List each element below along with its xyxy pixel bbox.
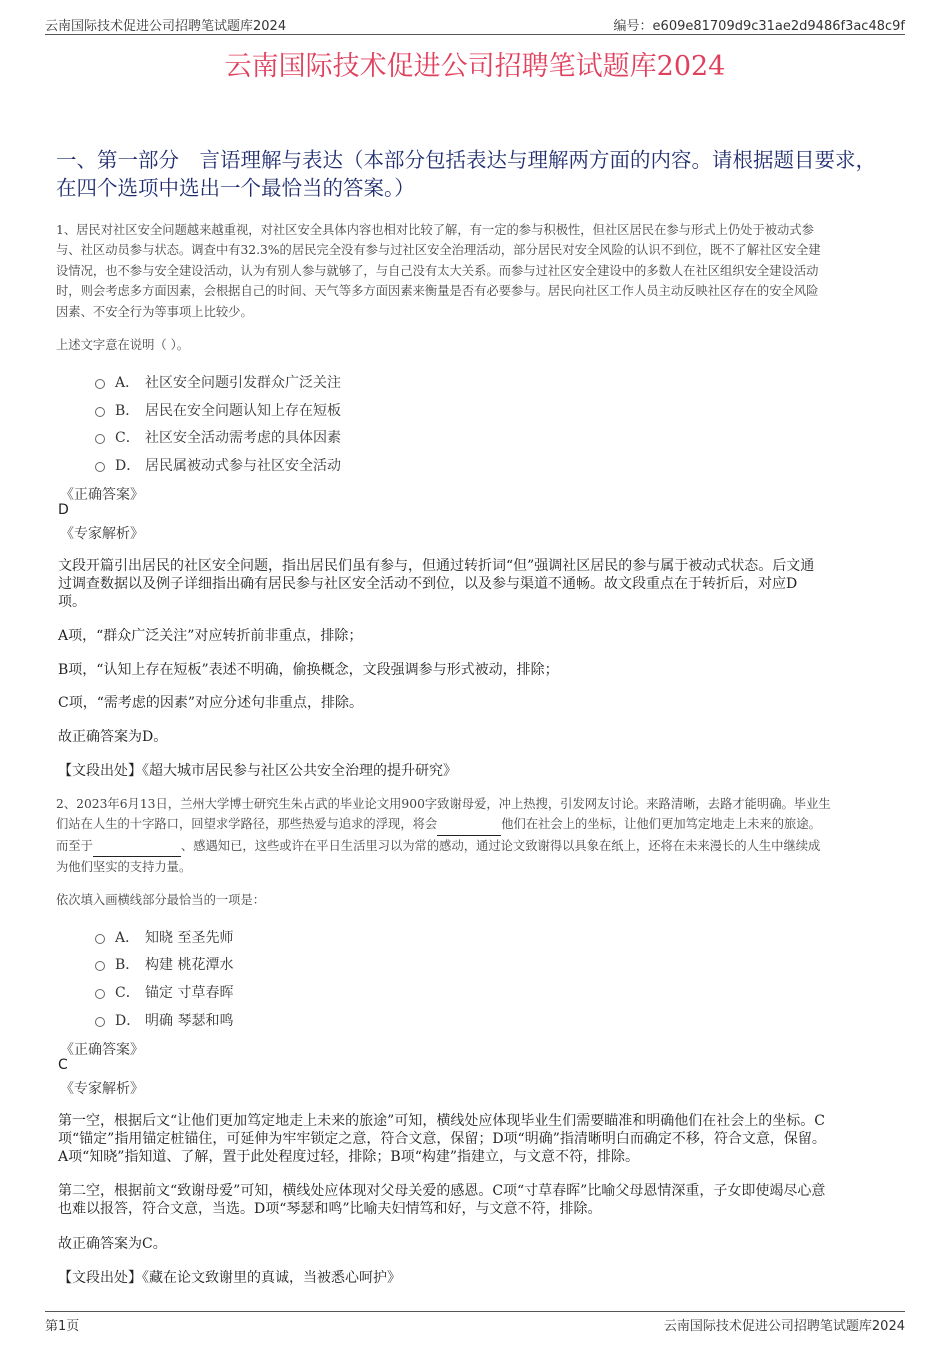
page-title: 云南国际技术促进公司招聘笔试题库2024 bbox=[224, 51, 726, 82]
option-text: 社区安全问题引发群众广泛关注 bbox=[145, 375, 341, 391]
q1-passage-line: 因素、不安全行为等事项上比较少。 bbox=[56, 304, 253, 319]
q1-note-b: B项，“认知上存在短板”表述不明确，偷换概念，文段强调参与形式被动，排除； bbox=[58, 662, 559, 678]
q1-option-c[interactable] bbox=[95, 427, 341, 447]
q1-conclusion: 故正确答案为D。 bbox=[58, 729, 168, 745]
q2-prompt: 依次填入画横线部分最恰当的一项是： bbox=[56, 893, 266, 907]
radio-icon[interactable] bbox=[95, 379, 105, 389]
page-header bbox=[45, 14, 905, 35]
option-letter: A． bbox=[115, 375, 140, 391]
radio-icon[interactable] bbox=[95, 434, 105, 444]
option-text: 居民在安全问题认知上存在短板 bbox=[145, 403, 341, 419]
header-doc-title: 云南国际技术促进公司招聘笔试题库2024 bbox=[45, 19, 287, 34]
section-heading: 一、第一部分 言语理解与表达（本部分包括表达与理解两方面的内容。请根据题目要求，在四个选项中选出一个最恰当的答案。） bbox=[56, 148, 876, 200]
q2-answer: C bbox=[58, 1057, 68, 1073]
option-letter: A． bbox=[115, 930, 140, 946]
q1-option-b[interactable] bbox=[95, 400, 341, 420]
option-text: 明确 琴瑟和鸣 bbox=[145, 1013, 234, 1029]
q1-analysis-line: 项。 bbox=[58, 594, 86, 610]
q2-analysis-blank-2 bbox=[58, 1182, 888, 1218]
option-letter: D． bbox=[115, 1013, 141, 1029]
q1-prompt: 上述文字意在说明（ ）。 bbox=[56, 338, 190, 352]
header-doc-id: 编号：e609e81709d9c31ae2d9486f3ac48c9f bbox=[613, 19, 905, 34]
q1-analysis-label: 《专家解析》 bbox=[60, 526, 144, 542]
q2-option-b[interactable] bbox=[95, 954, 233, 974]
q1-analysis-line: 文段开篇引出居民的社区安全问题，指出居民们虽有参与，但通过转折词“但”强调社区居民的参与属于被动式状态。后文通 bbox=[58, 558, 815, 574]
q1-option-d[interactable] bbox=[95, 455, 341, 475]
q1-analysis bbox=[58, 557, 888, 611]
radio-icon[interactable] bbox=[95, 407, 105, 417]
q1-passage-line: 1、居民对社区安全问题越来越重视，对社区安全具体内容也相对比较了解，有一定的参与积极性，但社区居民在参与形式上仍处于被动式参 bbox=[56, 223, 814, 237]
q2-passage-line: 2、2023年6月13日，兰州大学博士研究生朱占武的毕业论文用900字致谢母爱，冲上热搜，引发网友讨论。来路清晰，去路才能明确。毕业生 bbox=[56, 797, 831, 811]
option-text: 构建 桃花潭水 bbox=[145, 957, 234, 973]
q2-analysis-label: 《专家解析》 bbox=[60, 1081, 144, 1097]
fill-blank-1[interactable] bbox=[437, 814, 501, 835]
fill-blank-2[interactable] bbox=[93, 836, 181, 857]
q2-conclusion: 故正确答案为C。 bbox=[58, 1236, 167, 1252]
option-letter: D． bbox=[115, 458, 141, 474]
radio-icon[interactable] bbox=[95, 462, 105, 472]
option-letter: C． bbox=[115, 985, 140, 1001]
option-text: 居民属被动式参与社区安全活动 bbox=[145, 458, 341, 474]
q1-passage bbox=[56, 220, 896, 322]
q2-passage-line: 而至于 、感遇知已，这些或许在平日生活里习以为常的感动，通过论文致谢得以具象在纸上，还将在未来漫长的人生中继续成 bbox=[56, 836, 896, 857]
option-letter: B． bbox=[115, 957, 140, 973]
radio-icon[interactable] bbox=[95, 961, 105, 971]
page-number: 第1页 bbox=[45, 1319, 80, 1334]
q1-source: 【文段出处】《超大城市居民参与社区公共安全治理的提升研究》 bbox=[58, 763, 457, 779]
q2-option-a[interactable] bbox=[95, 927, 233, 947]
q1-answer: D bbox=[58, 502, 69, 518]
option-text: 知晓 至圣先师 bbox=[145, 930, 234, 946]
q2-passage-line: 为他们坚实的支持力量。 bbox=[56, 860, 192, 875]
q1-analysis-line: 过调查数据以及例子详细指出确有居民参与社区安全活动不到位，以及参与渠道不通畅。故文段重点在于转折后，对应D bbox=[58, 576, 798, 592]
q2-analysis-line: 第一空，根据后文“让他们更加笃定地走上未来的旅途”可知，横线处应体现毕业生们需要瞄准和明确他们在社会上的坐标。C bbox=[58, 1113, 826, 1129]
q1-passage-line: 与、社区动员参与状态。调查中有32.3%的居民完全没有参与过社区安全治理活动，部分居民对安全风险的认识不到位，既不了解社区安全建 bbox=[56, 243, 821, 258]
radio-icon[interactable] bbox=[95, 989, 105, 999]
q2-passage bbox=[56, 794, 896, 878]
q1-note-c: C项，“需考虑的因素”对应分述句非重点，排除。 bbox=[58, 695, 364, 711]
option-letter: C． bbox=[115, 430, 140, 446]
q2-option-d[interactable] bbox=[95, 1010, 233, 1030]
q2-source: 【文段出处】《藏在论文致谢里的真诚，当被悉心呵护》 bbox=[58, 1270, 401, 1286]
q1-note-a: A项，“群众广泛关注”对应转折前非重点，排除； bbox=[58, 628, 363, 644]
q1-option-a[interactable] bbox=[95, 372, 341, 392]
q2-analysis-line: 第二空，根据前文“致谢母爱”可知，横线处应体现对父母关爱的感恩。C项“寸草春晖”比喻父母恩情深重，子女即使竭尽心意 bbox=[58, 1183, 826, 1199]
option-letter: B． bbox=[115, 403, 140, 419]
q2-option-c[interactable] bbox=[95, 982, 233, 1002]
q2-answer-label: 《正确答案》 bbox=[60, 1042, 144, 1058]
footer-doc-title: 云南国际技术促进公司招聘笔试题库2024 bbox=[663, 1319, 905, 1334]
page-footer bbox=[45, 1311, 905, 1334]
q1-passage-line: 时，则会考虑多方面因素，会根据自己的时间、天气等多方面因素来衡量是否有必要参与。居民向社区工作人员主动反映社区存在的安全风险 bbox=[56, 284, 819, 299]
radio-icon[interactable] bbox=[95, 934, 105, 944]
q2-analysis-line: A项“知晓”指知道、了解，置于此处程度过轻，排除；B项“构建”指建立，与文意不符，排除。 bbox=[58, 1149, 640, 1165]
option-text: 社区安全活动需考虑的具体因素 bbox=[145, 430, 341, 446]
option-text: 锚定 寸草春晖 bbox=[145, 985, 234, 1001]
q1-passage-line: 设情况，也不参与安全建设活动，认为有别人参与就够了，与自己没有太大关系。而参与过社区安全建设中的多数人在社区组织安全建设活动 bbox=[56, 263, 819, 278]
q2-analysis-line: 也难以报答，符合文意，当选。D项“琴瑟和鸣”比喻夫妇情笃和好，与文意不符，排除。 bbox=[58, 1201, 602, 1217]
q2-passage-line: 们站在人生的十字路口，回望求学路径，那些热爱与追求的浮现，将会 他们在社会上的坐标，让他们更加笃定地走上未来的旅途。 bbox=[56, 814, 896, 835]
q2-analysis-line: 项“锚定”指用锚定桩锚住，可延伸为牢牢锁定之意，符合文意，保留；D项“明确”指清晰明白而确定不移，符合文意，保留。 bbox=[58, 1131, 826, 1147]
q2-analysis-blank-1 bbox=[58, 1112, 888, 1166]
q1-answer-label: 《正确答案》 bbox=[60, 487, 144, 503]
radio-icon[interactable] bbox=[95, 1017, 105, 1027]
